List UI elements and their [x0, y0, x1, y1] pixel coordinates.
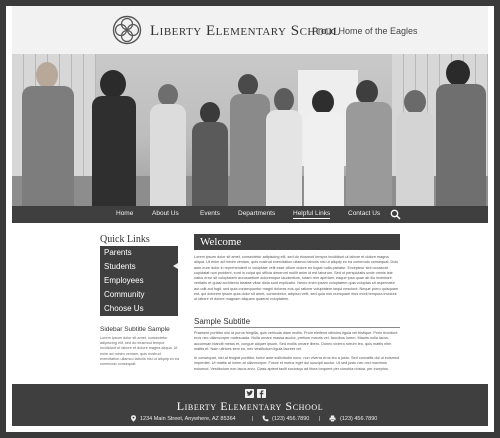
nav-departments[interactable]: Departments: [238, 210, 276, 217]
welcome-heading-bar: [194, 234, 400, 250]
school-tagline: Proud Home of the Eagles: [312, 26, 418, 36]
sample-paragraph-2: In consequat, nisi at feugiat porttitor, tortor ante sollicitudin nunc, non viverra eros leo a justo. Sed convallis dui ut euismod imperdiet. Ut mattis at lorem at ullamcorper. Fusce et metus eget dui suscipit auctor. Ut sed justo nec orci maximus euismod. Vestibulum non lacus arcu. Class aptent taciti sociosqu ad litora torquent per conubia nostra, per inceptos.: [194, 356, 400, 371]
nav-home[interactable]: Home: [116, 210, 134, 217]
footer-divider: |: [252, 416, 254, 422]
school-logo-icon[interactable]: [112, 15, 142, 45]
phone-icon: [262, 415, 269, 422]
footer-address: 1234 Main Street, Anywhere, AZ 85364: [140, 416, 236, 422]
location-pin-icon: [130, 415, 137, 422]
sidebar-item-employees[interactable]: Employees: [100, 274, 178, 288]
search-icon[interactable]: [390, 209, 401, 220]
twitter-icon[interactable]: [245, 389, 254, 398]
nav-contact-us[interactable]: Contact Us: [348, 210, 381, 217]
quick-links-list: [100, 246, 178, 316]
sidebar-title: Quick Links: [100, 234, 150, 245]
sample-subtitle: Sample Subtitle: [194, 317, 400, 328]
welcome-paragraph: Lorem ipsum dolor sit amet, consectetur adipiscing elit, sed do eiusmod tempor incididunt ut labore et dolore magna aliqua. Ut enim ad minim veniam, quis nostrud exercitation ullamco laboris nisi ut aliquip ex ea commodo consequat. Duis aute irure dolor in reprehenderit in voluptate velit esse cillum dolore eu fugiat nulla pariatur. Excepteur sint occaecat cupidatat non proident, sunt in culpa qui officia deserunt mollit anim id est laborum. Sed ut perspiciatis unde omnis iste natus error sit voluptatem accusantium doloremque laudantium, totam rem aperiam, eaque ipsa quae ab illo inventore veritatis et quasi architecto beatae vitae dicta sunt explicabo. Nemo enim ipsam voluptatem quia voluptas sit aspernatur aut odit aut fugit, sed quia consequuntur magni dolores eos qui ratione voluptatem sequi nesciunt. Neque porro quisquam est, qui dolorem ipsum quia dolor sit amet, consectetur, adipisci velit, sed quia non numquam eius modi tempora incidunt ut labore et dolore magnam aliquam quaerat voluptatem.: [194, 255, 399, 302]
fax-icon: [329, 415, 336, 422]
sample-text: [194, 331, 400, 376]
nav-about-us[interactable]: About Us: [152, 210, 179, 217]
sidebar-item-students[interactable]: Students: [100, 260, 178, 274]
footer-school-name: Liberty Elementary School: [176, 399, 324, 413]
school-name[interactable]: Liberty Elementary School: [150, 23, 340, 39]
site-footer: [12, 384, 488, 426]
site-header: [12, 6, 488, 54]
page: [6, 6, 494, 432]
footer-fax: (123) 456.7890: [340, 416, 378, 422]
sidebar-item-choose-us[interactable]: Choose Us: [100, 302, 178, 316]
welcome-title: Welcome: [200, 236, 242, 248]
nav-events[interactable]: Events: [200, 210, 220, 217]
sidebar-subtitle: Sidebar Subtitle Sample: [100, 326, 170, 333]
sidebar-text: Lorem ipsum dolor sit amet, consectetur adipiscing elit, sed do eiusmod tempor incididunt ut labore et dolore magna aliqua. Ut enim ad minim veniam, quis nostrud exercitation ullamco laboris nisi ut aliquip ex ea commodo consequat.: [100, 336, 180, 367]
sidebar-item-community[interactable]: Community: [100, 288, 178, 302]
nav-helpful-links[interactable]: Helpful Links: [293, 210, 331, 217]
facebook-icon[interactable]: [257, 389, 266, 398]
footer-divider: |: [319, 416, 321, 422]
hero-photo: [12, 54, 488, 206]
footer-phone[interactable]: (123) 456.7890: [272, 416, 310, 422]
sidebar-item-parents[interactable]: Parents: [100, 246, 178, 260]
main-nav: [12, 206, 488, 223]
welcome-text: [194, 255, 400, 307]
sample-paragraph-1: Praesent porttitor nisi ut purus fringilla, quis vehicula diam mollis. Proin eleifend ultricies ligula vel tristique. Proin tincidunt eros nec ullamcorper malesuada. Nulla ornare massa auctor, pretium mauris vel, faucibus lorem. Mauris nulla lacus, accumsan blandit metus et, congue aliquet ipsum. Sed mollis ornare libero. Donec viverra rutrum leo, quis mattis nibh mattis et. Nam ultrices sem eu, nec vestibulum ligula laoreet vel.: [194, 331, 398, 351]
